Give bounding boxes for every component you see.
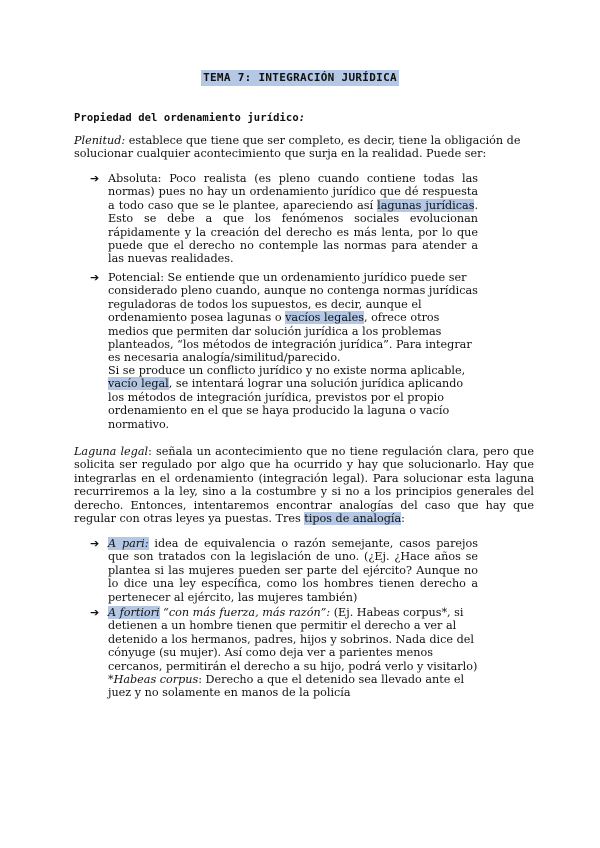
- absoluta-text-before: Absoluta: Poco realista (es pleno cuando contiene todas las normas) pues no hay un ordenamiento jurídico que dé respuesta a todo caso que se le plantee, apareciendo así: [108, 172, 478, 212]
- section-heading-text: Propiedad del ordenamiento jurídico: [74, 112, 299, 124]
- a-fortiori-paragraph: [108, 606, 478, 673]
- potencial-text-after: , ofrece otros medios que permiten dar solución jurídica a los problemas planteados, “los métodos de integración jurídica”. Para integrar es necesaria analogía/similitud/parecido.: [108, 311, 472, 365]
- a-fortiori-quote: “con más fuerza, más razón”:: [159, 606, 331, 619]
- conflicto-highlight: vacío legal: [108, 377, 169, 391]
- section-heading-colon: :: [298, 112, 306, 124]
- potencial-item: [108, 271, 478, 365]
- conflicto-paragraph: [108, 364, 478, 431]
- title-block: [0, 71, 600, 84]
- arrow-bullet-icon: ➔: [90, 606, 100, 619]
- laguna-term: Laguna legal: [74, 445, 149, 458]
- plenitud-term: Plenitud:: [74, 134, 126, 147]
- section-heading: [74, 112, 534, 125]
- laguna-text-after: :: [401, 512, 405, 526]
- absoluta-highlight: lagunas jurídicas: [377, 198, 475, 212]
- habeas-corpus-text: : Derecho a que el detenido sea llevado ante el juez y no solamente en manos de la policía: [108, 673, 465, 700]
- conflicto-text-after: , se intentará lograr una solución jurídica aplicando los métodos de integración jurídica, previstos por el propio ordenamiento en el que se haya producido la laguna o vacío normativo.: [108, 377, 464, 431]
- arrow-bullet-icon: ➔: [90, 271, 100, 284]
- page-title: TEMA 7: INTEGRACIÓN JURÍDICA: [203, 71, 397, 84]
- laguna-paragraph: [74, 445, 534, 525]
- a-fortiori-term: A fortiori: [108, 606, 160, 619]
- absoluta-item: [108, 172, 478, 266]
- a-pari-text: idea de equivalencia o razón semejante, casos parejos que son tratados con la legislación de uno. (¿Ej. ¿Hace años se plantea si las mujeres pueden ser parte del ejército? Aunque no lo dice una ley específica, como los hombres tienen derecho a pertenecer al ejército, las mujeres también): [108, 537, 478, 604]
- laguna-text-before: : señala un acontecimiento que no tiene regulación clara, pero que solicita ser regulado por algo que ha ocurrido y hay que solucionarlo. Hay que integrarlas en el ordenamiento (integración legal). Para solucionar esta laguna recurriremos a la ley, sino a la costumbre y si no a los principios generales del derecho. Entonces, intentaremos encontrar analogías del caso que hay que regular con otras leyes ya puestas. Tres: [74, 445, 534, 526]
- potencial-highlight: vacíos legales: [285, 311, 364, 325]
- laguna-highlight: tipos de analogía: [304, 512, 402, 526]
- a-fortiori-item: [108, 606, 478, 700]
- a-pari-item: [108, 537, 478, 604]
- plenitud-text: establece que tiene que ser completo, es decir, tiene la obligación de solucionar cualquier acontecimiento que surja en la realidad. Puede ser:: [74, 134, 521, 161]
- a-pari-term: A pari:: [108, 537, 149, 550]
- absoluta-text-after: . Esto se debe a que los fenómenos sociales evolucionan rápidamente y la creación del derecho es más lenta, por lo que puede que el derecho no contemple las normas para atender a las nuevas realidades.: [108, 198, 478, 266]
- potencial-text-before: Potencial: Se entiende que un ordenamiento jurídico puede ser considerado pleno cuando, aunque no contenga normas jurídicas reguladoras de todos los supuestos, es decir, aunque el ordenamiento posea lagunas o: [108, 271, 478, 325]
- habeas-corpus-term: *Habeas corpus: [108, 673, 199, 687]
- habeas-corpus-note: [108, 673, 478, 700]
- arrow-bullet-icon: ➔: [90, 172, 100, 185]
- plenitud-paragraph: [74, 134, 534, 161]
- a-fortiori-text: (Ej. Habeas corpus*, si detienen a un hombre tienen que permitir el derecho a ver al detenido a los hermanos, padres, hijos y sobrinos. Nada dice del cónyuge (su mujer). Así como deja ver a parientes menos cercanos, permitirán el derecho a su hijo, podrá verlo y visitarlo): [108, 606, 478, 673]
- conflicto-text-before: Si se produce un conflicto jurídico y no existe norma aplicable,: [108, 364, 466, 377]
- arrow-bullet-icon: ➔: [90, 537, 100, 550]
